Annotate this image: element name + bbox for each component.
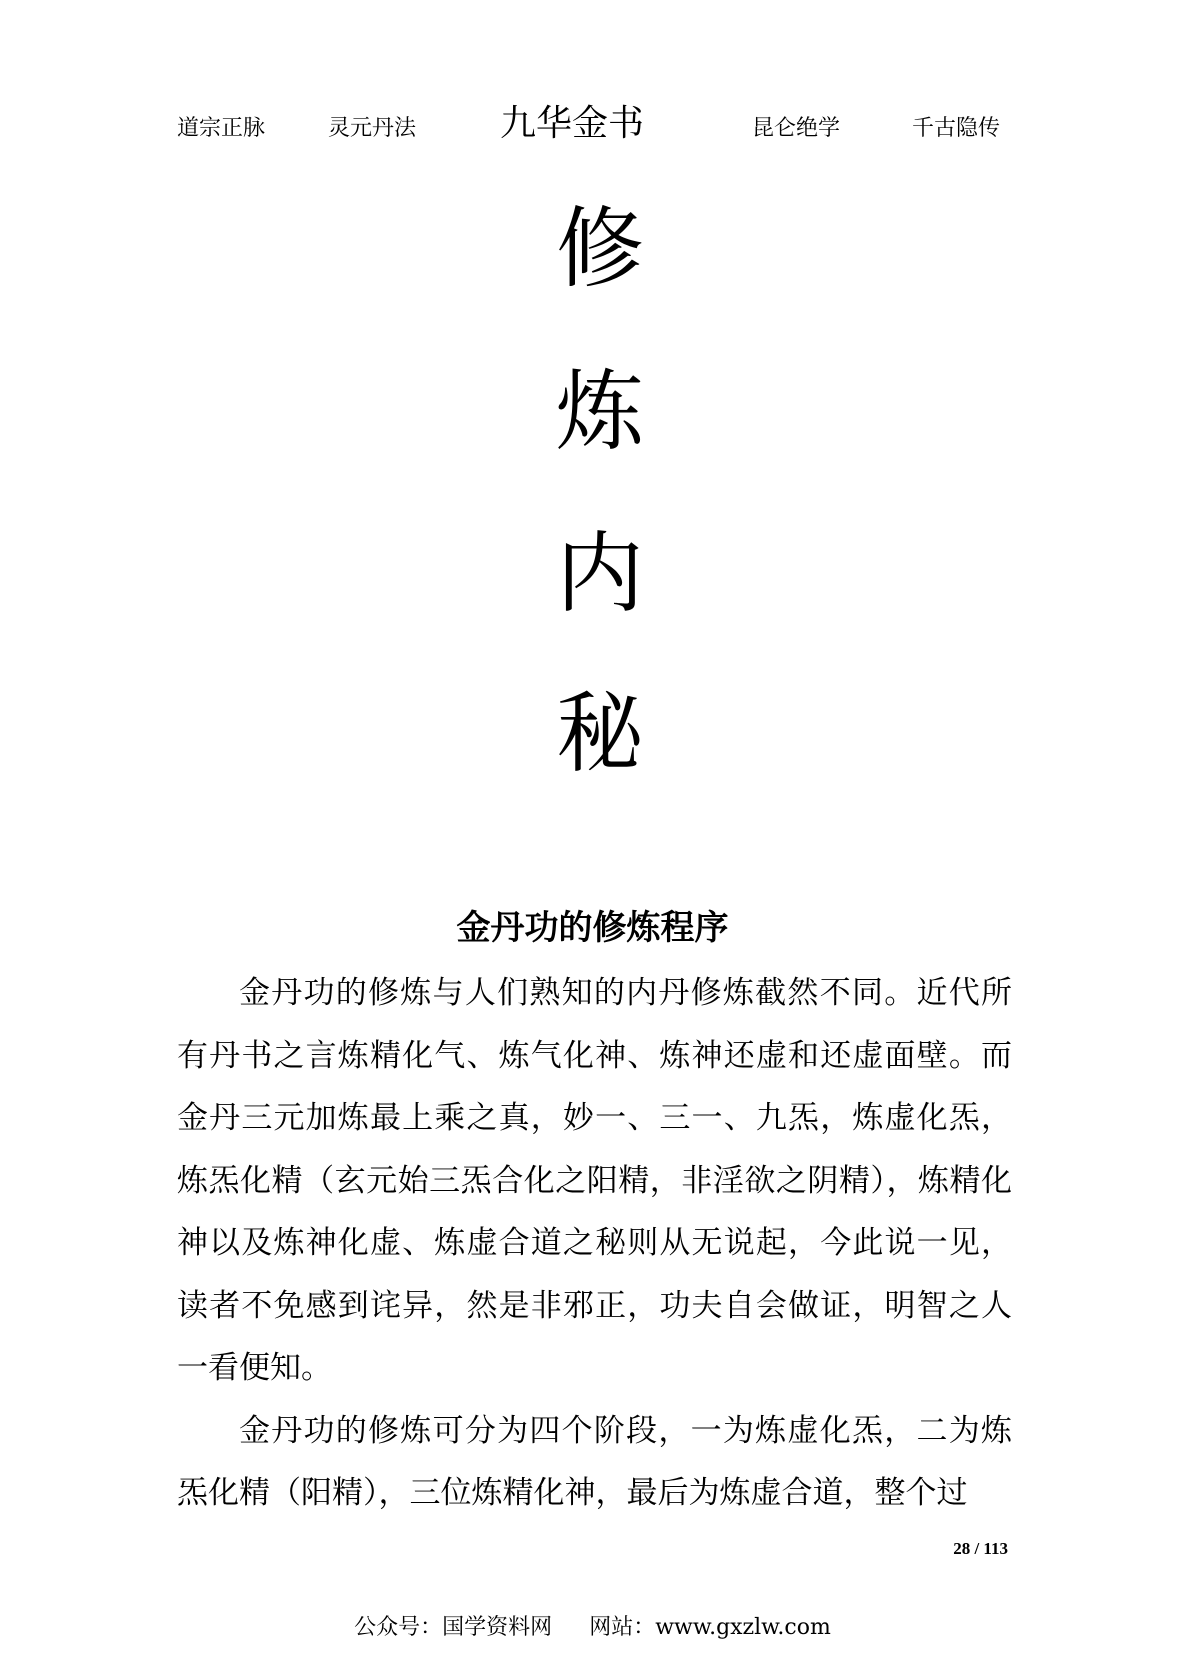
header-motto-4: 千古隐传 (912, 116, 1001, 141)
footer-website: 网站：www.gxzlw.com (589, 1615, 831, 1640)
chapter-title-char-2: 炼 (555, 360, 644, 463)
chapter-title-char-3: 内 (555, 522, 644, 625)
header-motto-1: 道宗正脉 (177, 116, 266, 141)
chapter-title-char-4: 秘 (555, 682, 644, 785)
chapter-title-char-1: 修 (555, 197, 644, 300)
header-motto-2: 灵元丹法 (328, 116, 417, 141)
section-heading: 金丹功的修炼程序 (456, 908, 729, 948)
page-number: 28 / 113 (953, 1539, 1008, 1558)
page-header (0, 95, 1185, 155)
paragraph: 金丹功的修炼可分为四个阶段，一为炼虚化炁，二为炼炁化精（阳精），三位炼精化神，最后为炼虚合道，整个过 (177, 1412, 1012, 1511)
paragraph: 金丹功的修炼与人们熟知的内丹修炼截然不同。近代所有丹书之言炼精化气、炼气化神、炼神还虚和还虚面壁。而金丹三元加炼最上乘之真，妙一、三一、九炁，炼虚化炁，炼炁化精（玄元始三炁合化之阳精，非淫欲之阴精），炼精化神以及炼神化虚、炼虚合道之秘则从无说起，今此说一见，读者不免感到诧异，然是非邪正，功夫自会做证，明智之人一看便知。 (177, 975, 1012, 1386)
header-motto-3: 昆仑绝学 (752, 116, 841, 141)
header-book-title: 九华金书 (500, 103, 645, 144)
footer-wechat: 公众号：国学资料网 (354, 1615, 553, 1640)
body-text (177, 962, 1012, 1525)
page-footer (0, 1610, 1185, 1641)
